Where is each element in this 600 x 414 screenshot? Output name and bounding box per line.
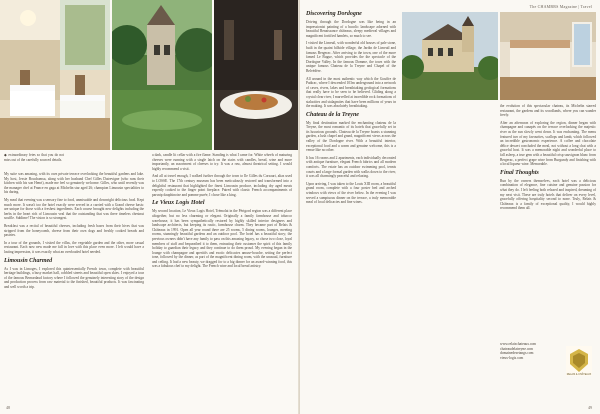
paragraph: It has 16 rooms and 2 apartments, each individually decorated with antique furniture, elegant French fabrics and all modern comforts. The estate has an outdoor swimming pool, tennis courts and a large formal garden with walks down to the river, it was all charmingly peaceful and relaxing. [306,155,396,179]
plated-dish-photo [214,0,298,150]
right-page-number: 49 [588,405,592,410]
contact-line: www.relaischateaux.com [500,342,537,346]
left-page-number: 48 [6,405,10,410]
contact-line: vieux-logis.com [500,355,524,360]
paragraph: All around in the most authentic way which the Gouffre de Padirac, where I descended 103m underground into a network of caves, rivers, lakes and breathtaking geological formations that really have to be seen to be believed. Gliding along a crystal clear river, I marvelled at incredible rock formations of stalactites and stalagmites that have been millions of years in the making. It was absolutely breathtaking. [306,76,396,109]
paragraph: My suite was amazing, with its own private terrace overlooking the beautiful gardens and lake. My host, Jessie Bouchamsa, along with her husband Chef Gilles Dutrevigne (who runs their kitchen with his son Henri), made me feel so genuinely welcome. Gilles, who until recently was the manager chef at France en gaga at Michelin star aged 26; champion Limousin specialities to his daring. [4,172,144,195]
section-heading-vieux-logis: Le Vieux Logis Hotel [152,200,205,207]
hotel-garden-photo [112,0,212,150]
section-heading-treyne: Chateau de la Treyne [306,111,359,118]
section-heading-final-thoughts: Final Thoughts [500,169,539,176]
intro-caption [4,153,64,165]
chateau-photo [402,12,498,100]
contact-line: chateaudelatreyne.com [500,346,534,351]
paragraph: My second location, Le Vieux Logis Hotel, Trémolat in the Périgord region was a different place altogether, but no less charming or elegant. Originally a family farmhouse and tobacco warehouse, it has been sympathetically restored by highly skilled interior designers and landscape architects, but keeping its rustic, farmhouse charm. They became part of Relais & Châteaux in 1991. Open all year round there are 25 rooms, 5 dining rooms, lounges, meeting rooms, stunningly beautiful gardens and an outdoor pool. The hotel has a beautiful story; the previous owners didn't have any family to pass on this amazing legacy, so chose two close, loyal members of staff and bequeathed it to them, entrusting their customer the spirit of this family holiday to guardian their legacy and they continue to do them proud. My evening began in the lounge with champagne and aperitifs and exotic delicacies amuse-bouche, setting the perfect tone, followed by the dinner, as part of the magnificent dining room, with the unusual, furniture and ceiling. It had a new beauty, we dragged for to a big dinner for an award-winning food, this was a fabulous chef to my delight. The French wine and local bread artistry. [152,209,292,269]
section-heading-dordogne: Discovering Dordogne [306,11,362,17]
relais-chateaux-logo [566,346,592,376]
paragraph: My final destination marked the enchanting chateau de la Treyne, the most romantic of its hotels that gracefully set in its luxurious grounds. Chateau de la Treyne boasts a stunning garden, a lush chapel and grand, magnificent views across the valley of the Dordogne river. With a beautiful interior, exceptional food and a warm and genuine welcome, this is a venue like no other. [306,120,396,153]
left-column-2 [152,153,292,408]
paragraph: As I was in Limoges, I explored this quintessentially French town, complete with beautiful heritage buildings, a busy market hall, cobbled streets and beautiful open skies. I enjoyed a tour of the famous Bernardaud factory where I followed the genuinely interesting story of the design and production process from raw material to the finished, beautiful products. It was fascinating and well worth a trip. [4,266,144,289]
contact-line: domainedesetangs.com [500,351,534,356]
section-heading-limousin: Limousin Charmed [4,257,53,264]
paragraph: Upon arriving, I was taken to the Louis XIII room, a beautiful grand room, complete with a four poster bed and arched windows with views of the river below. In the evening I was served a sumptuous dinner on the terrace, a truly memorable meal of local delicacies and fine wines. [306,181,396,205]
bedroom-photo [500,12,596,100]
paragraph: Driving through the Dordogne was like being in an impressionist painting of a bucolic landscape adorned with beautiful Renaissance châteaux, sleepy medieval villages and magnificent fortified hamlets, so much to see. [306,20,396,38]
paragraph: the evolution of this spectacular chateau, its Michelin starred restaurant, the gardens and its woodlands, where you can wander freely. [500,104,596,118]
paragraph: Breakfast was a recital of beautiful cheeses, including fresh bases from their hives that was stripped from the honeycomb, cheese from their own dogs and freshly cooked breads and pastries. [4,223,144,238]
right-column-3 [500,104,596,339]
paragraph: And all at travel enough, I walked further through the town to Ile Gilles du Corsauri, alias used to LOSSE. The 17th century museum has been meticulously restored and transformed into a delightful restaurant that highlighted the finest Limousin produce, including dry aged meats expertly cooked to the finger point fireplace. Paired with classic French accompaniments of parsnip dauphinoise and pomme purée, I chose like a king. [152,174,292,197]
intro-caption-text: ◆ extraordinary fetes so that you do not miss out of the carefully sourced details. [4,153,64,162]
paragraph: Run by the owners themselves, each hotel was a delicious combination of elegance, fine cuisine and genuine passion for what they do. I left feeling both relaxed and inspired, dreaming of my next visit. These are truly hotels that deliver on every level, gracefully offering hospitality second to none. Truly, Relais & Châteaux is a family of exceptional quality, I would highly recommend them all. [500,178,596,211]
running-header: The CHAMBRS Magazine | Travel [529,4,592,9]
contact-info [500,342,560,360]
left-column-1 [4,172,144,408]
paragraph: My meal that evening was a sensory fine to food, unmissable and downright delicious food. Kept much more. It wasn't too the hotel exactly were served in a carried with a Grand cheese basis: are unique for those with a freshest ingredients. Each course brought new delights including the herbs in the heart rich of Limousin veal that the outstanding that was there timeless chestnut souffle. Sublime! The vision is so strongest. [4,197,144,221]
svg-text:RELAIS & CHÂTEAUX: RELAIS & CHÂTEAUX [566,373,592,376]
paragraph: I visited the Limeuil, with wonderful old houses of pale stone, built in the quaint hillside village, the Jardin de Limeuil and famous Bergerac. After arriving to the town, one of the more famed Le Bugue, which provides the the spectacle of the Dordogne Valley. In the famous Domme, the town with the unique famous Chateau de la Treyne and Chapel of the Belvédère. [306,41,396,73]
right-column-1 [306,8,396,408]
paragraph: In a tour of the grounds, I visited the villas, the vegetable garden and the other, more casual restaurant. Each now new made me fall in love with this place even more. I left would have a lasting impression, it was exactly what an overloaded hotel needed. [4,240,144,254]
paragraph: a dark, candle lit cellar with a fire flame. Standing is what I came for. White wheels of maturing cheeses were running with a single latch on the stairs with candles, bread, wine and more importantly, an assortment of cheeses to try. It was a raw, almost theatrical setting. I would highly recommend a visit. [152,153,292,171]
right-page [300,0,600,414]
paragraph: After an afternoon of exploring the region, dinner began with champagne and canapés on the terrace overlooking the majestic river as the sun slowly went down. It was enchanting. The menu featured two of my favourites, scallops and lamb, which followed an incredible gastronomic experience. A coffee and chocolate délice dessert concluded the meal, not without a long chat with a graceful host. It was a memorable night and wonderful place to fall asleep, a true gem with a beautiful crisp sauvignon blanc from Bergerac, a perfect grape wine from Burgundy and finishing with a local liqueur wine. Memorable. [500,120,596,167]
restaurant-interior-photo [0,0,110,150]
